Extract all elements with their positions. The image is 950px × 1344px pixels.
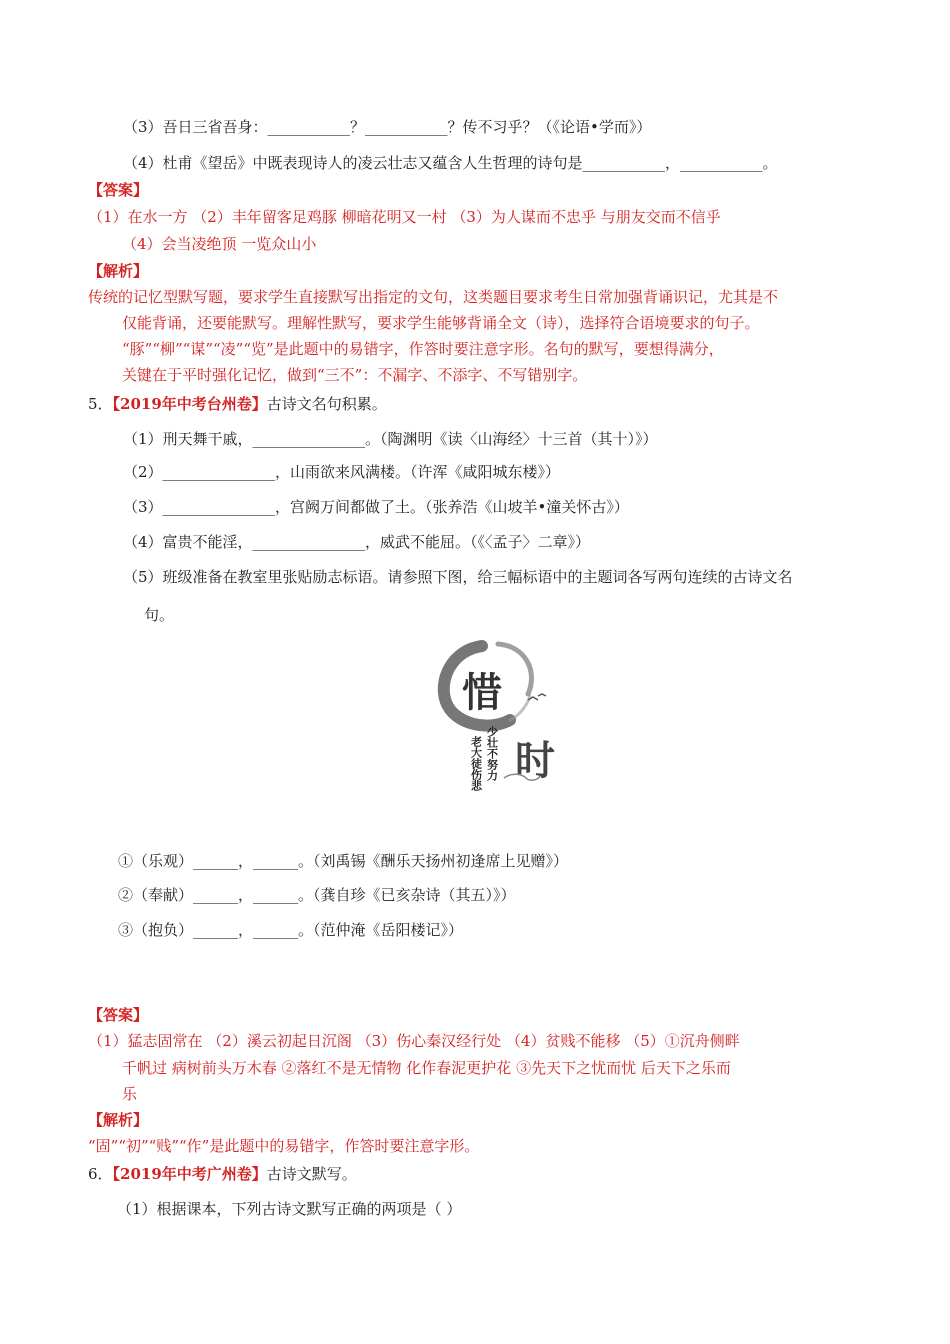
question-line: （4）富贵不能淫，_______________，威武不能屈。（《〈孟子〉二章》） (123, 533, 591, 551)
analysis-text: 传统的记忆型默写题，要求学生直接默写出指定的文句，这类题目要求考生日常加强背诵识记，尤其是不 (88, 288, 779, 306)
question-line: （5）班级准备在教室里张贴励志标语。请参照下图，给三幅标语中的主题词各写两句连续的古诗文名 (123, 568, 793, 586)
question-source: 【2019年中考台州卷】 (112, 395, 267, 413)
question-line: （4）杜甫《望岳》中既表现诗人的凌云壮志又蕴含人生哲理的诗句是___________，___________。 (123, 154, 778, 172)
slogan-blank: ③（抱负）______，______。（范仲淹《岳阳楼记》） (118, 921, 464, 939)
question-number: 6． (88, 1165, 113, 1183)
answer-text: 千帆过 病树前头万木春 ②落红不是无情物 化作春泥更护花 ③先天下之忧而忧 后天下之乐而 (122, 1059, 731, 1077)
question-line: （2）_______________，山雨欲来风满楼。（许浑《咸阳城东楼》） (123, 463, 561, 481)
analysis-text: 关键在于平时强化记忆，做到“三不”：不漏字、不添字、不写错别字。 (122, 366, 588, 384)
slogan-blank: ②（奉献）______，______。（龚自珍《已亥杂诗（其五）》） (118, 886, 516, 904)
emblem-poem-col-1: 少壮不努力 (485, 726, 499, 781)
ink-emblem (430, 638, 560, 818)
question-source: 【2019年中考广州卷】 (112, 1165, 267, 1183)
question-line: （1）刑天舞干戚，_______________。（陶渊明《读〈山海经〉十三首（其十）》） (123, 430, 658, 448)
question-line: 句。 (144, 606, 175, 624)
question-line: （1）根据课本，下列古诗文默写正确的两项是（ ） (117, 1200, 462, 1218)
analysis-heading: 【解析】 (88, 262, 149, 280)
question-6-header (88, 1164, 357, 1184)
emblem-poem-col-2: 老大徒伤悲 (469, 736, 483, 791)
question-number: 5． (88, 395, 113, 413)
question-title: 古诗文默写。 (266, 1165, 357, 1183)
answer-heading: 【答案】 (88, 181, 149, 199)
analysis-text: 仅能背诵，还要能默写。理解性默写，要求学生能够背诵全文（诗），选择符合语境要求的句子。 (122, 314, 760, 332)
answer-text: 乐 (122, 1085, 138, 1103)
answer-text: （4）会当凌绝顶 一览众山小 (122, 235, 317, 253)
emblem-big-char-2: 时 (515, 737, 555, 784)
slogan-blank: ①（乐观）______，______。（刘禹锡《酬乐天扬州初逢席上见赠》） (118, 852, 569, 870)
question-line: （3）吾日三省吾身：___________？___________？传不习乎？（《论语•学而》） (123, 118, 652, 136)
slogan-image (430, 638, 560, 818)
emblem-big-char-1: 惜 (462, 669, 502, 716)
analysis-text: “豚”“柳”“谋”“凌”“览”是此题中的易错字，作答时要注意字形。名句的默写，要想得满分， (122, 340, 724, 358)
analysis-text: “固”“初”“贱”“作”是此题中的易错字，作答时要注意字形。 (88, 1137, 480, 1155)
answer-text: （1）猛志固常在 （2）溪云初起日沉阁 （3）伤心秦汉经行处 （4）贫贱不能移 （5）①沉舟侧畔 (88, 1032, 740, 1050)
question-line: （3）_______________，宫阙万间都做了土。（张养浩《山坡羊•潼关怀古》） (123, 498, 629, 516)
answer-heading: 【答案】 (88, 1006, 149, 1024)
question-title: 古诗文名句积累。 (266, 395, 387, 413)
analysis-heading: 【解析】 (88, 1111, 149, 1129)
question-5-header (88, 394, 387, 414)
answer-text: （1）在水一方 （2）丰年留客足鸡豚 柳暗花明又一村 （3）为人谋而不忠乎 与朋友交而不信乎 (88, 208, 721, 226)
